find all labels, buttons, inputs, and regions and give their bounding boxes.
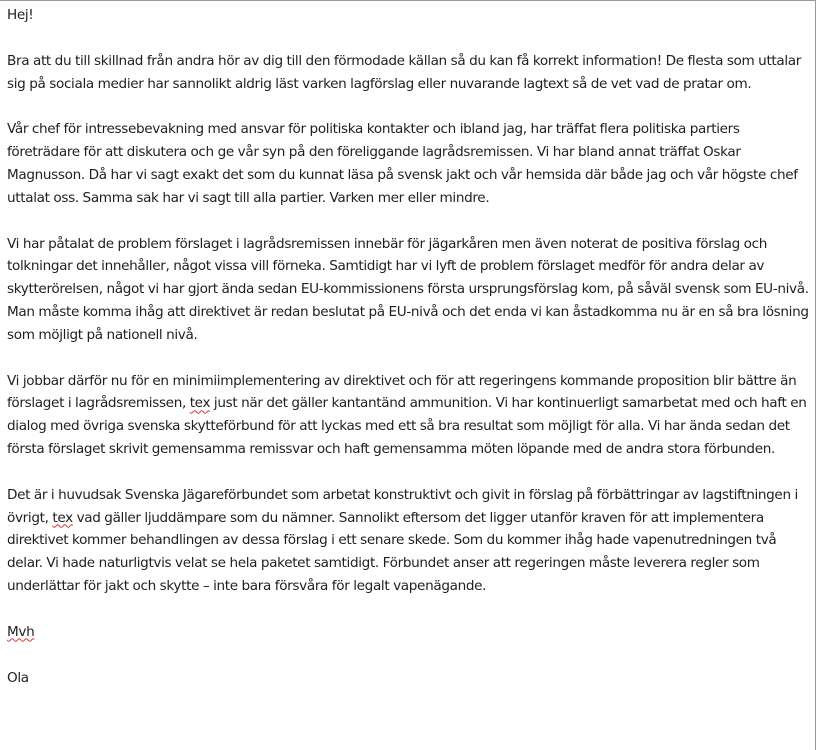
paragraph-text: Bra att du till skillnad från andra hör av dig till den förmodade källan så du kan få korrekt information! De flesta som uttalar sig på sociala medier har sannolikt aldrig läst varken lagförslag eller nuvarande lagtext så de vet vad de pratar om. [7,52,802,92]
closing [7,621,812,644]
body-paragraph [7,370,812,461]
paragraph-text: just när det gäller kantantänd ammunition. Vi har kontinuerligt samarbetat med och haft en dialog med övriga svenska skytteförbund för att lyckas med ett så bra resultat som möjligt för alla. Vi har ända sedan det första förslaget skrivit gemensamma remissvar och haft gemensamma möten löpande med de andra stora förbunden. [7,395,807,457]
spellcheck-word: tex [189,395,211,412]
spellcheck-word: tex [52,509,73,526]
greeting: Hej! [7,7,34,23]
paragraph-text: Det är i huvudsak Svenska Jägareförbundet som arbetat konstruktivt och givit in förslag på förbättringar av lagstiftningen i övrigt, [7,486,798,526]
email-body [7,4,812,689]
signature: Ola [7,669,29,686]
paragraph-text: Vi jobbar därför nu för en minimiimplementering av direktivet och för att regeringens kommande proposition blir bättre än förslaget i lagrådsremissen, [7,372,797,412]
body-paragraph [7,50,812,96]
paragraph-text: Vi har påtalat de problem förslaget i lagrådsremissen innebär för jägarkåren men även noterat de positiva förslag och tolkningar det innehåller, något vissa vill förneka. Samtidigt har vi lyft de problem förslaget medför för andra delar av skytterörelsen, något vi har gjort ända sedan EU-kommissionens första ursprungsförslag kom, på såväl svensk som EU-nivå. Man måste komma ihåg att direktivet är redan beslutat på EU-nivå och det enda vi kan åstadkomma nu är en så bra lösning som möjligt på nationell nivå. [7,235,809,343]
body-paragraph [7,118,812,209]
closing-text: Mvh [7,623,35,640]
paragraph-list [7,50,812,598]
body-paragraph [7,233,812,347]
paragraph-text: Vår chef för intressebevakning med ansvar för politiska kontakter och ibland jag, har träffat flera politiska partiers företrädare för att diskutera och ge vår syn på den föreliggande lagrådsremissen. Vi har bland annat träffat Oskar Magnusson. Då har vi sagt exakt det som du kunnat läsa på svensk jakt och vår hemsida där både jag och vår högste chef uttalat oss. Samma sak har vi sagt till alla partier. Varken mer eller mindre. [7,121,798,206]
paragraph-text: vad gäller ljuddämpare som du nämner. Sannolikt eftersom det ligger utanför kraven för att implementera direktivet kommer behandlingen av dessa förslag i ett senare skede. Som du kommer ihåg hade vapenutredningen två delar. Vi hade naturligtvis velat se hela paketet samtidigt. Förbundet anser att regeringen måste leverera regler som underlättar för jakt och skytte – inte bara försvåra för legalt vapenägande. [7,509,777,594]
body-paragraph [7,484,812,598]
